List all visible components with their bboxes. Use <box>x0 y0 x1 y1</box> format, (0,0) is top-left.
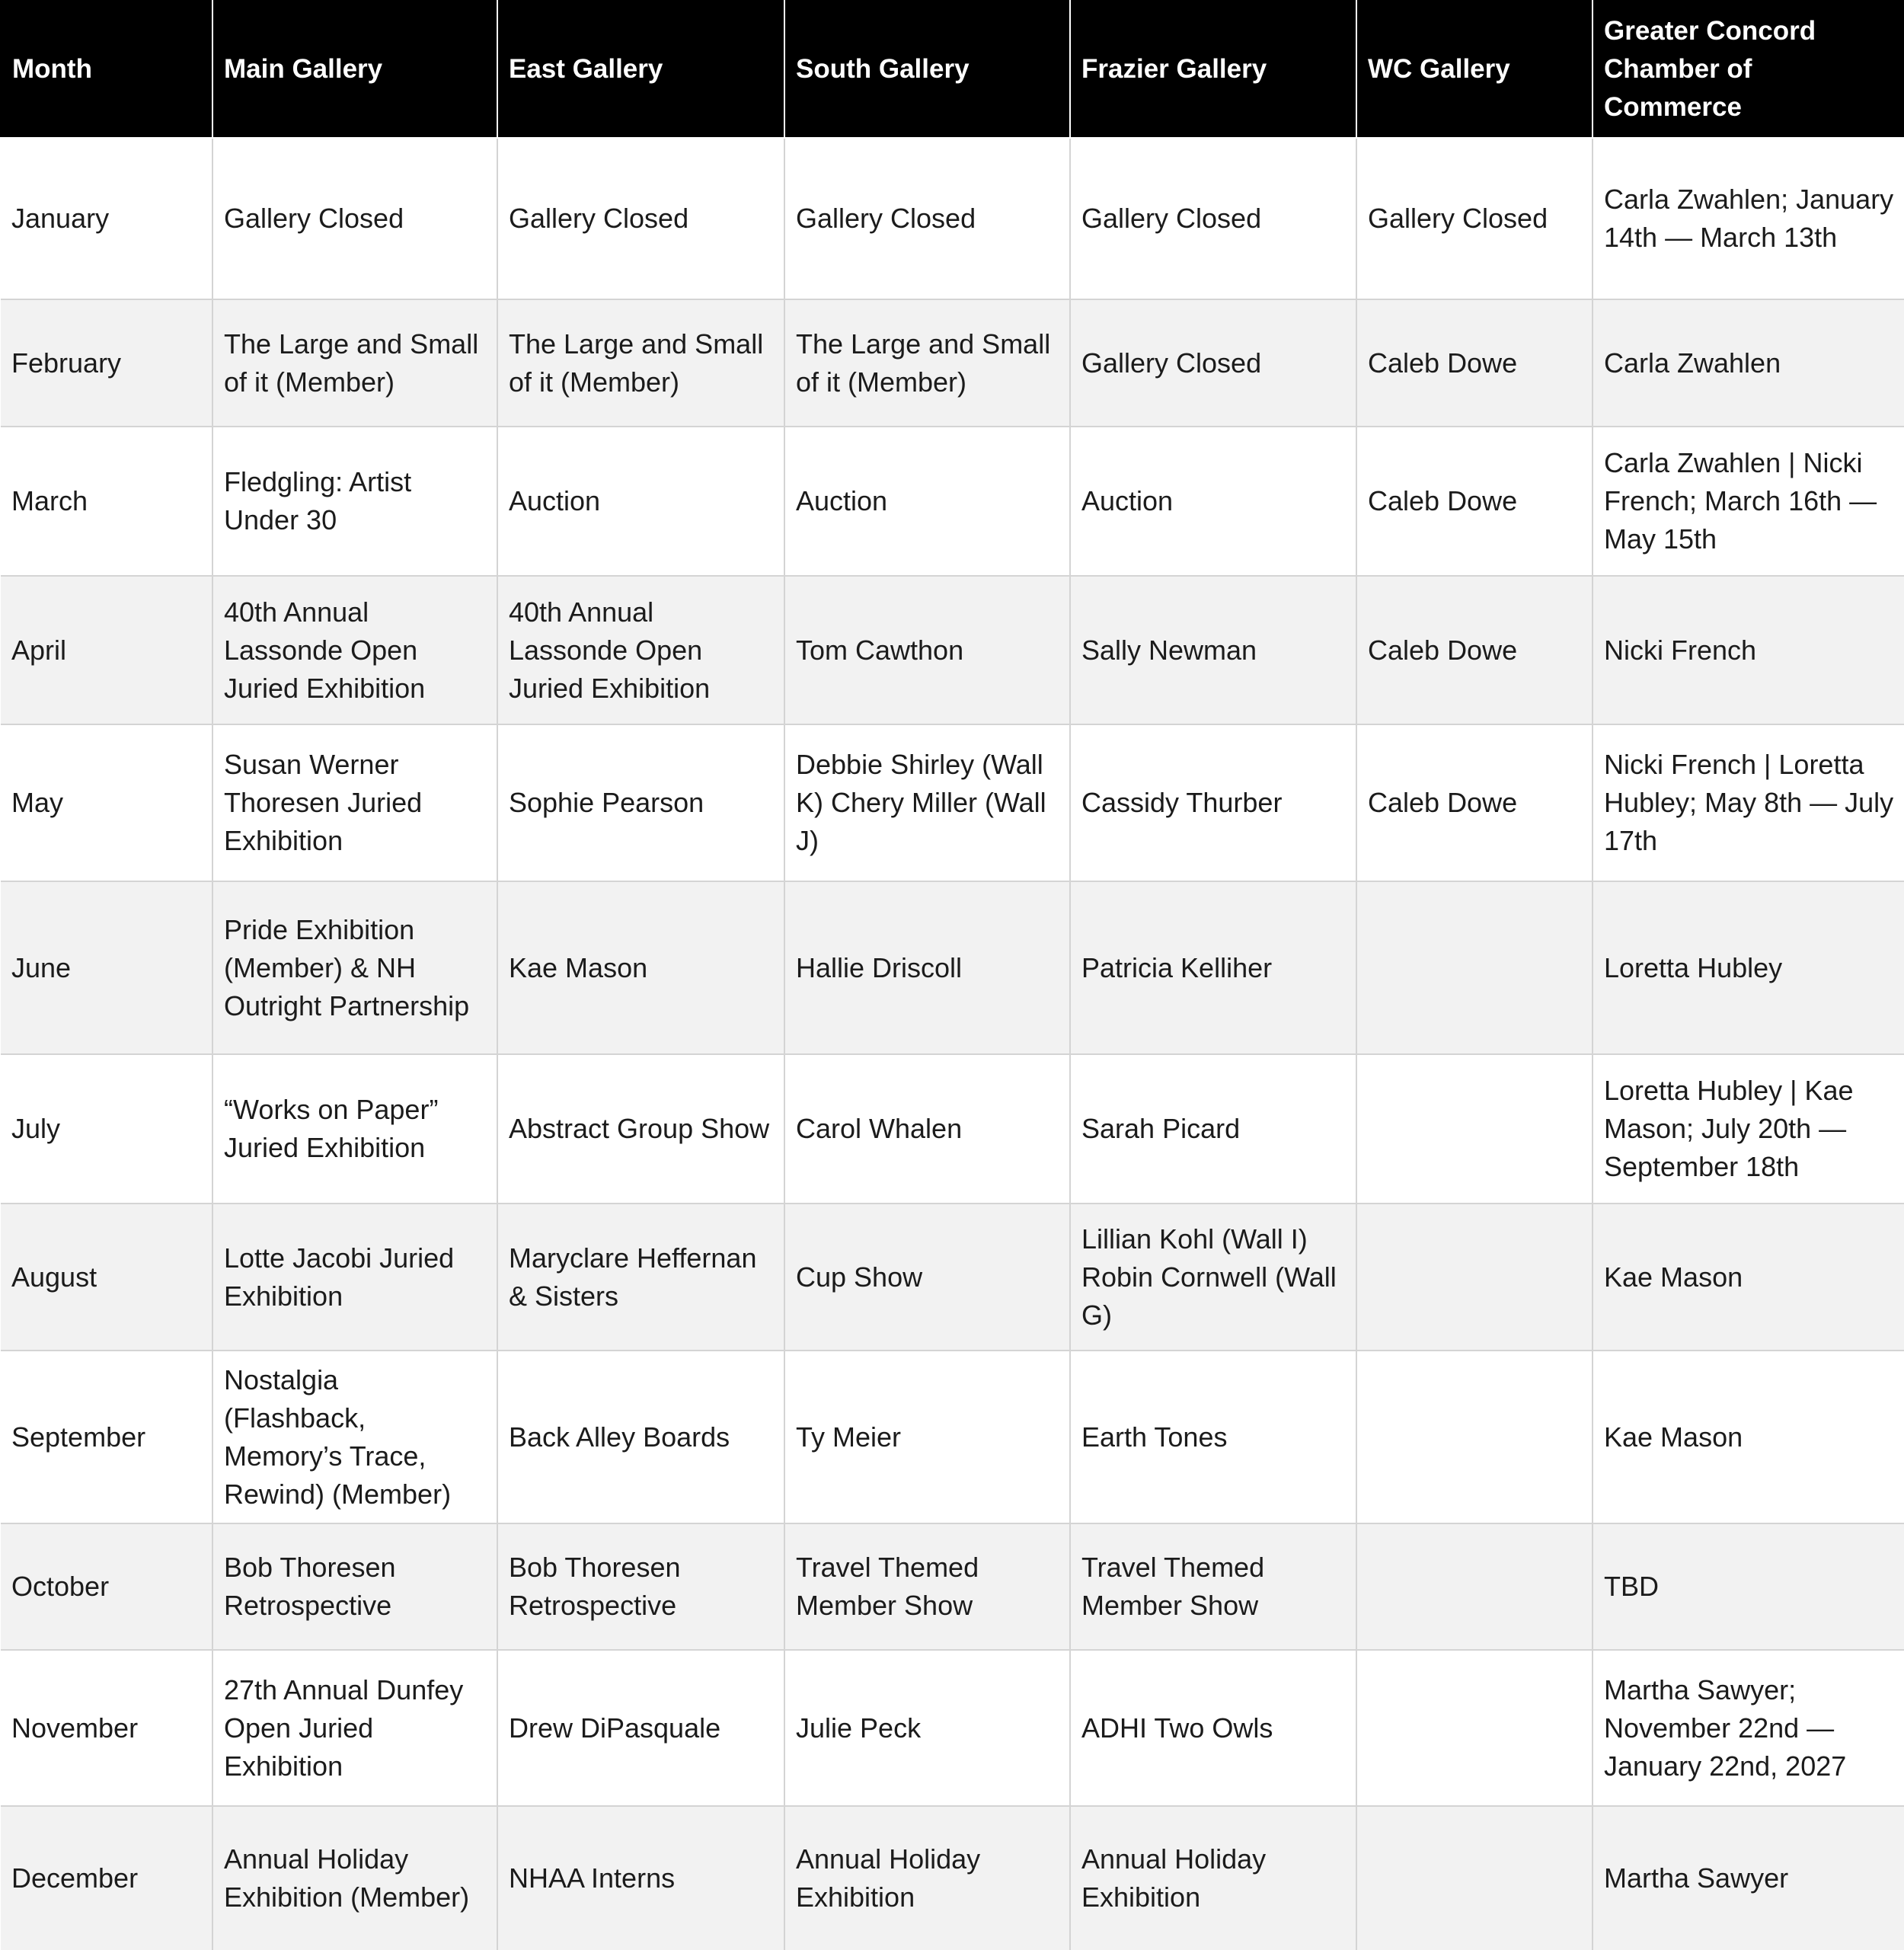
month-cell: March <box>1 427 212 576</box>
month-cell: January <box>1 138 212 299</box>
table-body <box>1 138 1904 1950</box>
chamber-cell: Nicki French <box>1593 576 1904 724</box>
south-gallery-cell: Tom Cawthon <box>784 576 1070 724</box>
east-gallery-cell: Abstract Group Show <box>497 1054 784 1204</box>
east-gallery-cell: Kae Mason <box>497 881 784 1054</box>
frazier-gallery-cell: Sally Newman <box>1070 576 1356 724</box>
table-row <box>1 299 1904 427</box>
wc-gallery-cell: Caleb Dowe <box>1356 724 1593 881</box>
south-gallery-cell: Carol Whalen <box>784 1054 1070 1204</box>
east-gallery-cell: NHAA Interns <box>497 1806 784 1950</box>
south-gallery-cell: Cup Show <box>784 1204 1070 1351</box>
chamber-cell: Martha Sawyer; November 22nd — January 22nd, 2027 <box>1593 1650 1904 1806</box>
frazier-gallery-cell: Patricia Kelliher <box>1070 881 1356 1054</box>
main-gallery-cell: The Large and Small of it (Member) <box>212 299 497 427</box>
main-gallery-cell: Annual Holiday Exhibition (Member) <box>212 1806 497 1950</box>
east-gallery-cell: Gallery Closed <box>497 138 784 299</box>
table-row <box>1 138 1904 299</box>
table-row <box>1 1204 1904 1351</box>
frazier-gallery-cell: Gallery Closed <box>1070 299 1356 427</box>
month-cell: June <box>1 881 212 1054</box>
chamber-cell: TBD <box>1593 1523 1904 1650</box>
frazier-gallery-cell: Auction <box>1070 427 1356 576</box>
main-gallery-cell: “Works on Paper” Juried Exhibition <box>212 1054 497 1204</box>
east-gallery-cell: 40th Annual Lassonde Open Juried Exhibition <box>497 576 784 724</box>
month-cell: December <box>1 1806 212 1950</box>
south-gallery-cell: Auction <box>784 427 1070 576</box>
frazier-gallery-cell: Cassidy Thurber <box>1070 724 1356 881</box>
table-row <box>1 1054 1904 1204</box>
table-row <box>1 427 1904 576</box>
south-gallery-cell: Hallie Driscoll <box>784 881 1070 1054</box>
wc-gallery-cell: Gallery Closed <box>1356 138 1593 299</box>
table-row <box>1 1351 1904 1523</box>
month-cell: May <box>1 724 212 881</box>
wc-gallery-cell <box>1356 1523 1593 1650</box>
table-row <box>1 1650 1904 1806</box>
frazier-gallery-cell: Sarah Picard <box>1070 1054 1356 1204</box>
month-cell: April <box>1 576 212 724</box>
header-main-gallery: Main Gallery <box>212 1 497 138</box>
frazier-gallery-cell: ADHI Two Owls <box>1070 1650 1356 1806</box>
month-cell: February <box>1 299 212 427</box>
main-gallery-cell: Susan Werner Thoresen Juried Exhibition <box>212 724 497 881</box>
main-gallery-cell: Gallery Closed <box>212 138 497 299</box>
wc-gallery-cell: Caleb Dowe <box>1356 427 1593 576</box>
header-month: Month <box>1 1 212 138</box>
month-cell: September <box>1 1351 212 1523</box>
header-chamber-of-commerce: Greater Concord Chamber of Commerce <box>1593 1 1904 138</box>
main-gallery-cell: Fledgling: Artist Under 30 <box>212 427 497 576</box>
header-south-gallery: South Gallery <box>784 1 1070 138</box>
frazier-gallery-cell: Earth Tones <box>1070 1351 1356 1523</box>
wc-gallery-cell <box>1356 1650 1593 1806</box>
south-gallery-cell: Travel Themed Member Show <box>784 1523 1070 1650</box>
table-row <box>1 1523 1904 1650</box>
frazier-gallery-cell: Gallery Closed <box>1070 138 1356 299</box>
chamber-cell: Nicki French | Loretta Hubley; May 8th — July 17th <box>1593 724 1904 881</box>
south-gallery-cell: Debbie Shirley (Wall K) Chery Miller (Wall J) <box>784 724 1070 881</box>
month-cell: October <box>1 1523 212 1650</box>
header-frazier-gallery: Frazier Gallery <box>1070 1 1356 138</box>
frazier-gallery-cell: Travel Themed Member Show <box>1070 1523 1356 1650</box>
south-gallery-cell: Annual Holiday Exhibition <box>784 1806 1070 1950</box>
table-row <box>1 724 1904 881</box>
wc-gallery-cell <box>1356 1351 1593 1523</box>
main-gallery-cell: 27th Annual Dunfey Open Juried Exhibition <box>212 1650 497 1806</box>
east-gallery-cell: The Large and Small of it (Member) <box>497 299 784 427</box>
month-cell: July <box>1 1054 212 1204</box>
chamber-cell: Kae Mason <box>1593 1204 1904 1351</box>
table-row <box>1 1806 1904 1950</box>
main-gallery-cell: 40th Annual Lassonde Open Juried Exhibition <box>212 576 497 724</box>
month-cell: November <box>1 1650 212 1806</box>
wc-gallery-cell <box>1356 1054 1593 1204</box>
wc-gallery-cell: Caleb Dowe <box>1356 576 1593 724</box>
chamber-cell: Kae Mason <box>1593 1351 1904 1523</box>
header-row <box>1 1 1904 138</box>
east-gallery-cell: Drew DiPasquale <box>497 1650 784 1806</box>
south-gallery-cell: Gallery Closed <box>784 138 1070 299</box>
south-gallery-cell: Julie Peck <box>784 1650 1070 1806</box>
chamber-cell: Carla Zwahlen <box>1593 299 1904 427</box>
table-row <box>1 881 1904 1054</box>
east-gallery-cell: Back Alley Boards <box>497 1351 784 1523</box>
table-row <box>1 576 1904 724</box>
south-gallery-cell: Ty Meier <box>784 1351 1070 1523</box>
chamber-cell: Loretta Hubley | Kae Mason; July 20th — September 18th <box>1593 1054 1904 1204</box>
east-gallery-cell: Auction <box>497 427 784 576</box>
main-gallery-cell: Pride Exhibition (Member) & NH Outright Partnership <box>212 881 497 1054</box>
east-gallery-cell: Bob Thoresen Retrospective <box>497 1523 784 1650</box>
header-east-gallery: East Gallery <box>497 1 784 138</box>
main-gallery-cell: Lotte Jacobi Juried Exhibition <box>212 1204 497 1351</box>
wc-gallery-cell <box>1356 881 1593 1054</box>
header-wc-gallery: WC Gallery <box>1356 1 1593 138</box>
chamber-cell: Martha Sawyer <box>1593 1806 1904 1950</box>
south-gallery-cell: The Large and Small of it (Member) <box>784 299 1070 427</box>
chamber-cell: Carla Zwahlen; January 14th — March 13th <box>1593 138 1904 299</box>
east-gallery-cell: Sophie Pearson <box>497 724 784 881</box>
wc-gallery-cell: Caleb Dowe <box>1356 299 1593 427</box>
wc-gallery-cell <box>1356 1204 1593 1351</box>
chamber-cell: Carla Zwahlen | Nicki French; March 16th — May 15th <box>1593 427 1904 576</box>
wc-gallery-cell <box>1356 1806 1593 1950</box>
east-gallery-cell: Maryclare Heffernan & Sisters <box>497 1204 784 1351</box>
month-cell: August <box>1 1204 212 1351</box>
main-gallery-cell: Bob Thoresen Retrospective <box>212 1523 497 1650</box>
chamber-cell: Loretta Hubley <box>1593 881 1904 1054</box>
frazier-gallery-cell: Annual Holiday Exhibition <box>1070 1806 1356 1950</box>
main-gallery-cell: Nostalgia (Flashback, Memory’s Trace, Rewind) (Member) <box>212 1351 497 1523</box>
table-header <box>1 1 1904 138</box>
frazier-gallery-cell: Lillian Kohl (Wall I) Robin Cornwell (Wall G) <box>1070 1204 1356 1351</box>
